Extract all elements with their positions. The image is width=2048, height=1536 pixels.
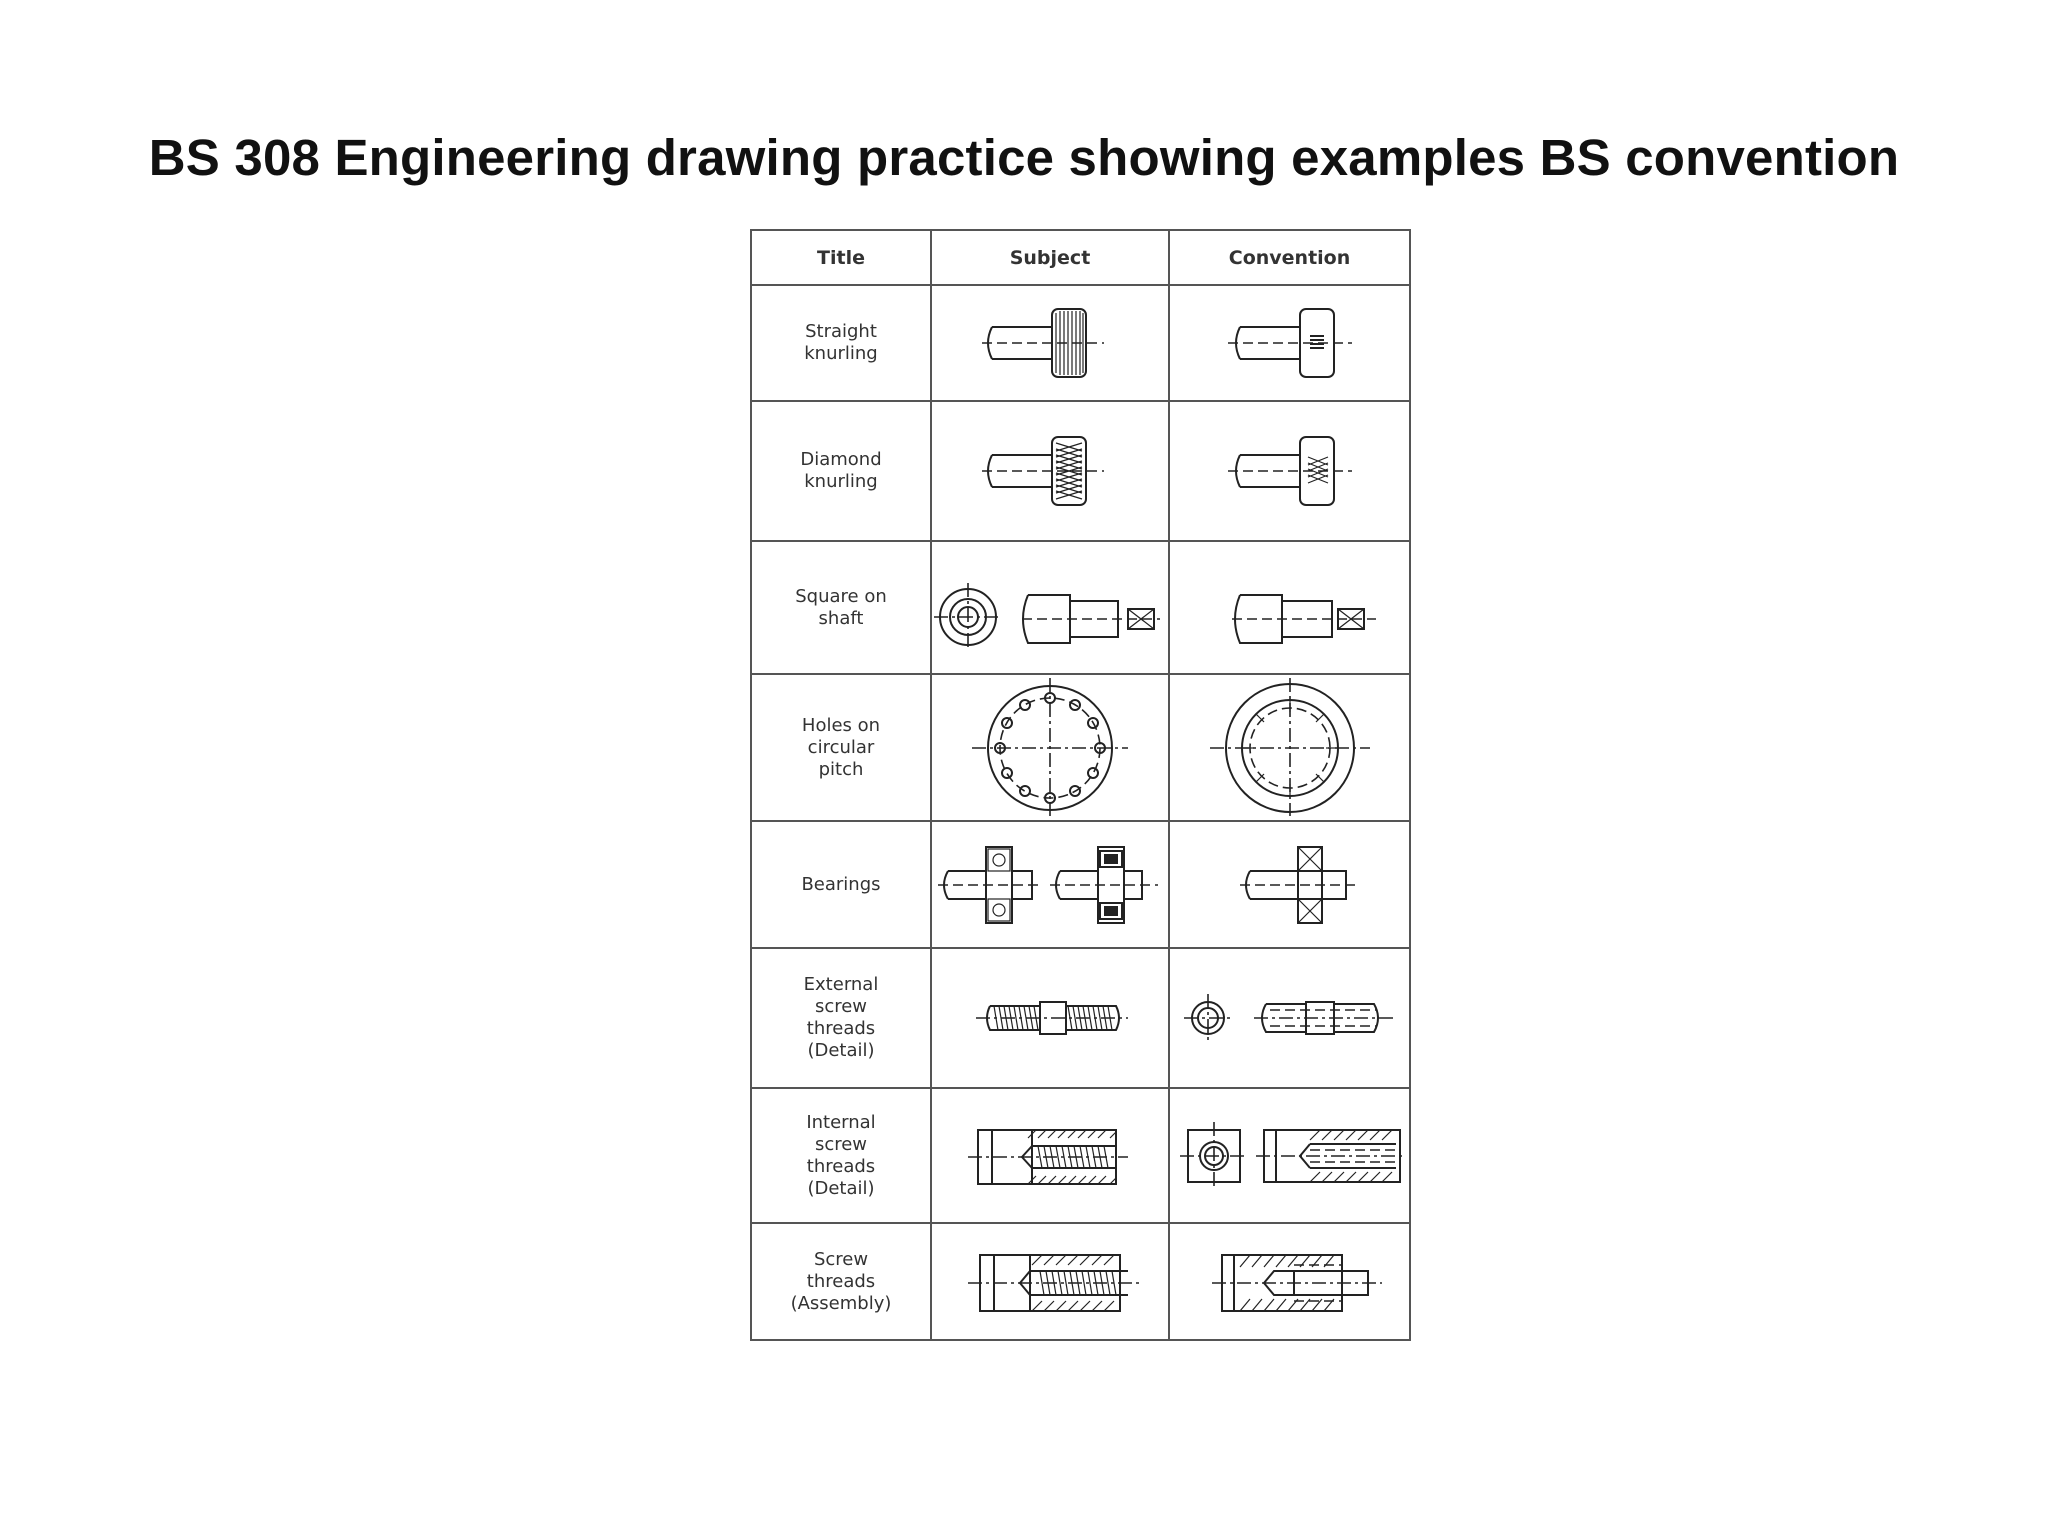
diamond-knurling-drawing-icon bbox=[932, 403, 1168, 539]
row-title-line: knurling bbox=[804, 471, 878, 492]
table-row bbox=[751, 821, 1410, 948]
table-row bbox=[751, 1223, 1410, 1340]
header-convention: Convention bbox=[1169, 230, 1410, 285]
row-title-line: pitch bbox=[818, 758, 864, 780]
thread-assembly-convention-icon bbox=[1170, 1225, 1409, 1338]
subject-cell bbox=[931, 821, 1169, 948]
row-title-line: Screw bbox=[813, 1248, 869, 1270]
straight-knurling-drawing-icon bbox=[932, 287, 1168, 399]
row-title-line: threads bbox=[806, 1270, 876, 1292]
subject-cell bbox=[931, 1223, 1169, 1340]
row-title-cell bbox=[751, 1223, 931, 1340]
row-title-line: knurling bbox=[804, 343, 878, 364]
row-title-cell bbox=[751, 541, 931, 674]
row-title-line: shaft bbox=[818, 607, 864, 629]
straight-knurling-convention-icon bbox=[1170, 287, 1409, 399]
table-row bbox=[751, 1088, 1410, 1223]
slide-title: BS 308 Engineering drawing practice showing examples BS convention bbox=[148, 129, 1900, 186]
convention-cell bbox=[1169, 821, 1410, 948]
convention-cell bbox=[1169, 1088, 1410, 1223]
subject-cell bbox=[931, 401, 1169, 541]
external-thread-drawing-icon bbox=[932, 950, 1168, 1086]
square-on-shaft-drawing-icon bbox=[932, 543, 1168, 672]
convention-cell bbox=[1169, 674, 1410, 821]
row-title-cell bbox=[751, 285, 931, 401]
subject-cell bbox=[931, 1088, 1169, 1223]
row-title-line: Diamond bbox=[800, 449, 882, 470]
holes-on-pitch-drawing-icon bbox=[932, 676, 1168, 819]
internal-thread-drawing-icon bbox=[932, 1090, 1168, 1221]
row-title-line: Square on bbox=[795, 585, 887, 607]
row-title-line: circular bbox=[807, 736, 875, 758]
row-title-line: Straight bbox=[805, 321, 877, 342]
row-title-line: threads bbox=[806, 1155, 876, 1177]
subject-cell bbox=[931, 285, 1169, 401]
convention-cell bbox=[1169, 948, 1410, 1088]
convention-cell bbox=[1169, 1223, 1410, 1340]
bearings-convention-icon bbox=[1170, 823, 1409, 946]
table-row bbox=[751, 401, 1410, 541]
row-title-line: (Detail) bbox=[807, 1040, 875, 1061]
header-subject: Subject bbox=[931, 230, 1169, 285]
convention-cell bbox=[1169, 541, 1410, 674]
holes-on-pitch-convention-icon bbox=[1170, 676, 1409, 819]
square-on-shaft-convention-icon bbox=[1170, 543, 1409, 672]
subject-cell bbox=[931, 674, 1169, 821]
table-row bbox=[751, 674, 1410, 821]
convention-cell bbox=[1169, 285, 1410, 401]
row-title-line: External bbox=[803, 974, 879, 995]
row-title-cell bbox=[751, 674, 931, 821]
row-title-line: threads bbox=[806, 1018, 876, 1039]
row-title-line: screw bbox=[814, 996, 868, 1017]
row-title-line: Internal bbox=[806, 1111, 876, 1133]
row-title-cell bbox=[751, 401, 931, 541]
row-title-line: (Assembly) bbox=[790, 1292, 892, 1314]
table-row bbox=[751, 948, 1410, 1088]
row-title-cell bbox=[751, 821, 931, 948]
row-title-line: (Detail) bbox=[807, 1177, 875, 1199]
thread-assembly-drawing-icon bbox=[932, 1225, 1168, 1338]
row-title-cell bbox=[751, 948, 931, 1088]
internal-thread-convention-icon bbox=[1170, 1090, 1409, 1221]
conventions-table bbox=[750, 229, 1411, 1341]
convention-cell bbox=[1169, 401, 1410, 541]
table-row bbox=[751, 285, 1410, 401]
diamond-knurling-convention-icon bbox=[1170, 403, 1409, 539]
row-title-line: Bearings bbox=[801, 873, 881, 895]
row-title-line: screw bbox=[814, 1133, 868, 1155]
table-header-row bbox=[751, 230, 1410, 285]
header-title: Title bbox=[751, 230, 931, 285]
external-thread-convention-icon bbox=[1170, 950, 1409, 1086]
row-title-line: Holes on bbox=[801, 714, 881, 736]
subject-cell bbox=[931, 541, 1169, 674]
table-row bbox=[751, 541, 1410, 674]
bearings-drawing-icon bbox=[932, 823, 1168, 946]
row-title-cell bbox=[751, 1088, 931, 1223]
subject-cell bbox=[931, 948, 1169, 1088]
